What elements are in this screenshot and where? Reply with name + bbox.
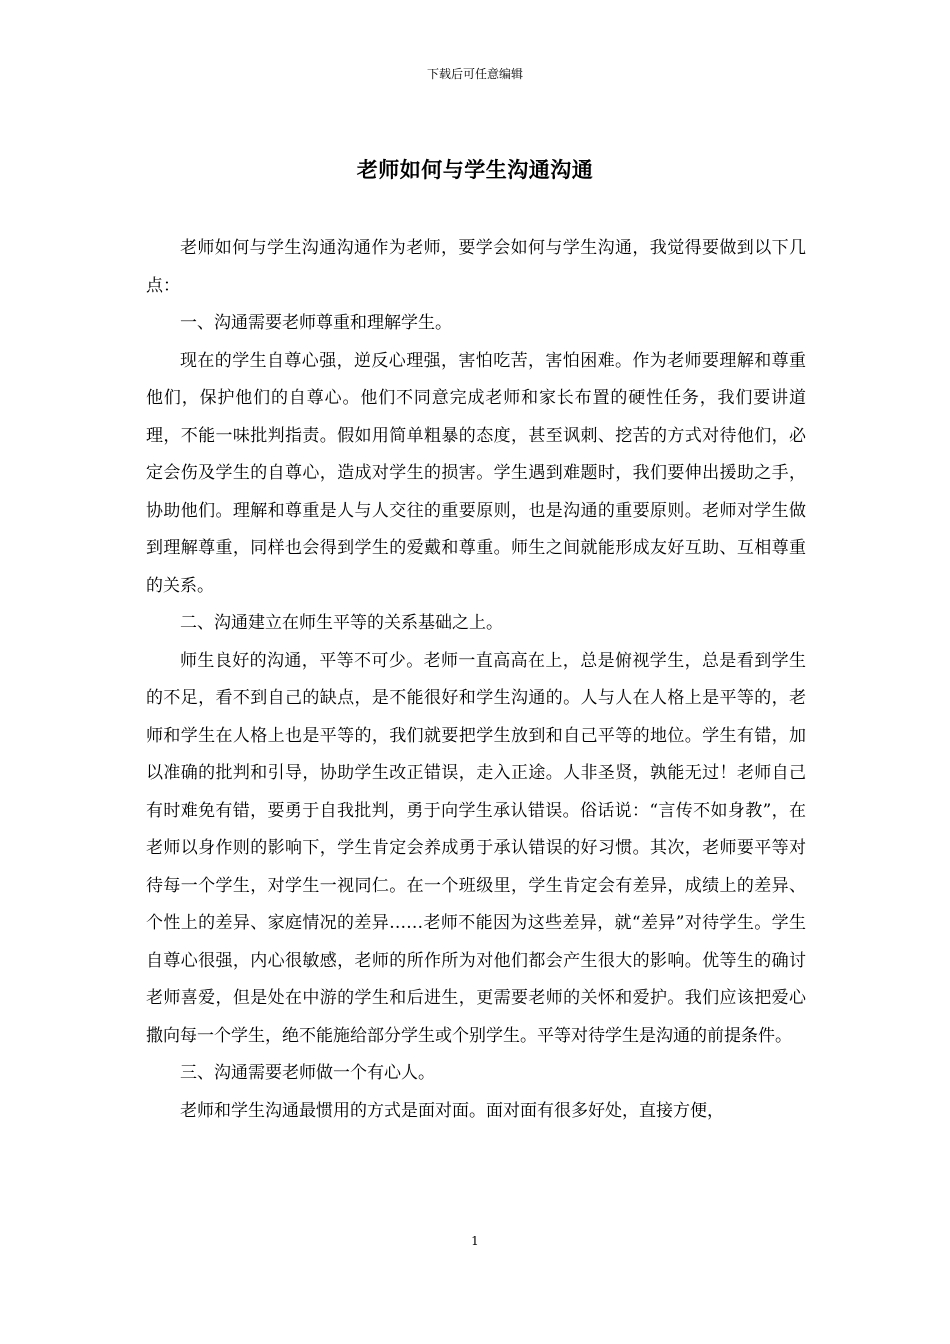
- section-heading-3: 三、沟通需要老师做一个有心人。: [180, 1063, 435, 1083]
- document-body: [146, 230, 806, 1130]
- section-heading-2: 二、沟通建立在师生平等的关系基础之上。: [180, 613, 503, 633]
- page-header-note: 下载后可任意编辑: [426, 67, 523, 81]
- section-heading-1: 一、沟通需要老师尊重和理解学生。: [180, 313, 452, 333]
- document-title: 老师如何与学生沟通沟通: [356, 157, 594, 182]
- page-number: 1: [471, 1234, 479, 1248]
- body-paragraph: 师生良好的沟通，平等不可少。老师一直高高在上，总是俯视学生，总是看到学生的不足，看不到自己的缺点，是不能很好和学生沟通的。人与人在人格上是平等的，老师和学生在人格上也是平等的，我们就要把学生放到和自己平等的地位。学生有错，加以准确的批判和引导，协助学生改正错误，走入正途。人非圣贤，孰能无过！老师自己有时难免有错，要勇于自我批判，勇于向学生承认错误。俗话说：“言传不如身教”，在老师以身作则的影响下，学生肯定会养成勇于承认错误的好习惯。其次，老师要平等对待每一个学生，对学生一视同仁。在一个班级里，学生肯定会有差异，成绩上的差异、个性上的差异、家庭情况的差异……老师不能因为这些差异，就“差异”对待学生。学生自尊心很强，内心很敏感，老师的所作所为对他们都会产生很大的影响。优等生的确讨老师喜爱，但是处在中游的学生和后进生，更需要老师的关怀和爱护。我们应该把爱心撒向每一个学生，绝不能施给部分学生或个别学生。平等对待学生是沟通的前提条件。: [146, 650, 806, 1046]
- intro-paragraph: 老师如何与学生沟通沟通作为老师，要学会如何与学生沟通，我觉得要做到以下几点：: [146, 238, 806, 296]
- body-paragraph: 老师和学生沟通最惯用的方式是面对面。面对面有很多好处，直接方便，: [180, 1100, 724, 1121]
- body-paragraph: 现在的学生自尊心强，逆反心理强，害怕吃苦，害怕困难。作为老师要理解和尊重他们，保护他们的自尊心。他们不同意完成老师和家长布置的硬性任务，我们要讲道理，不能一味批判指责。假如用简单粗暴的态度，甚至讽刺、挖苦的方式对待他们，必定会伤及学生的自尊心，造成对学生的损害。学生遇到难题时，我们要伸出援助之手，协助他们。理解和尊重是人与人交往的重要原则，也是沟通的重要原则。老师对学生做到理解尊重，同样也会得到学生的爱戴和尊重。师生之间就能形成友好互助、互相尊重的关系。: [146, 350, 806, 596]
